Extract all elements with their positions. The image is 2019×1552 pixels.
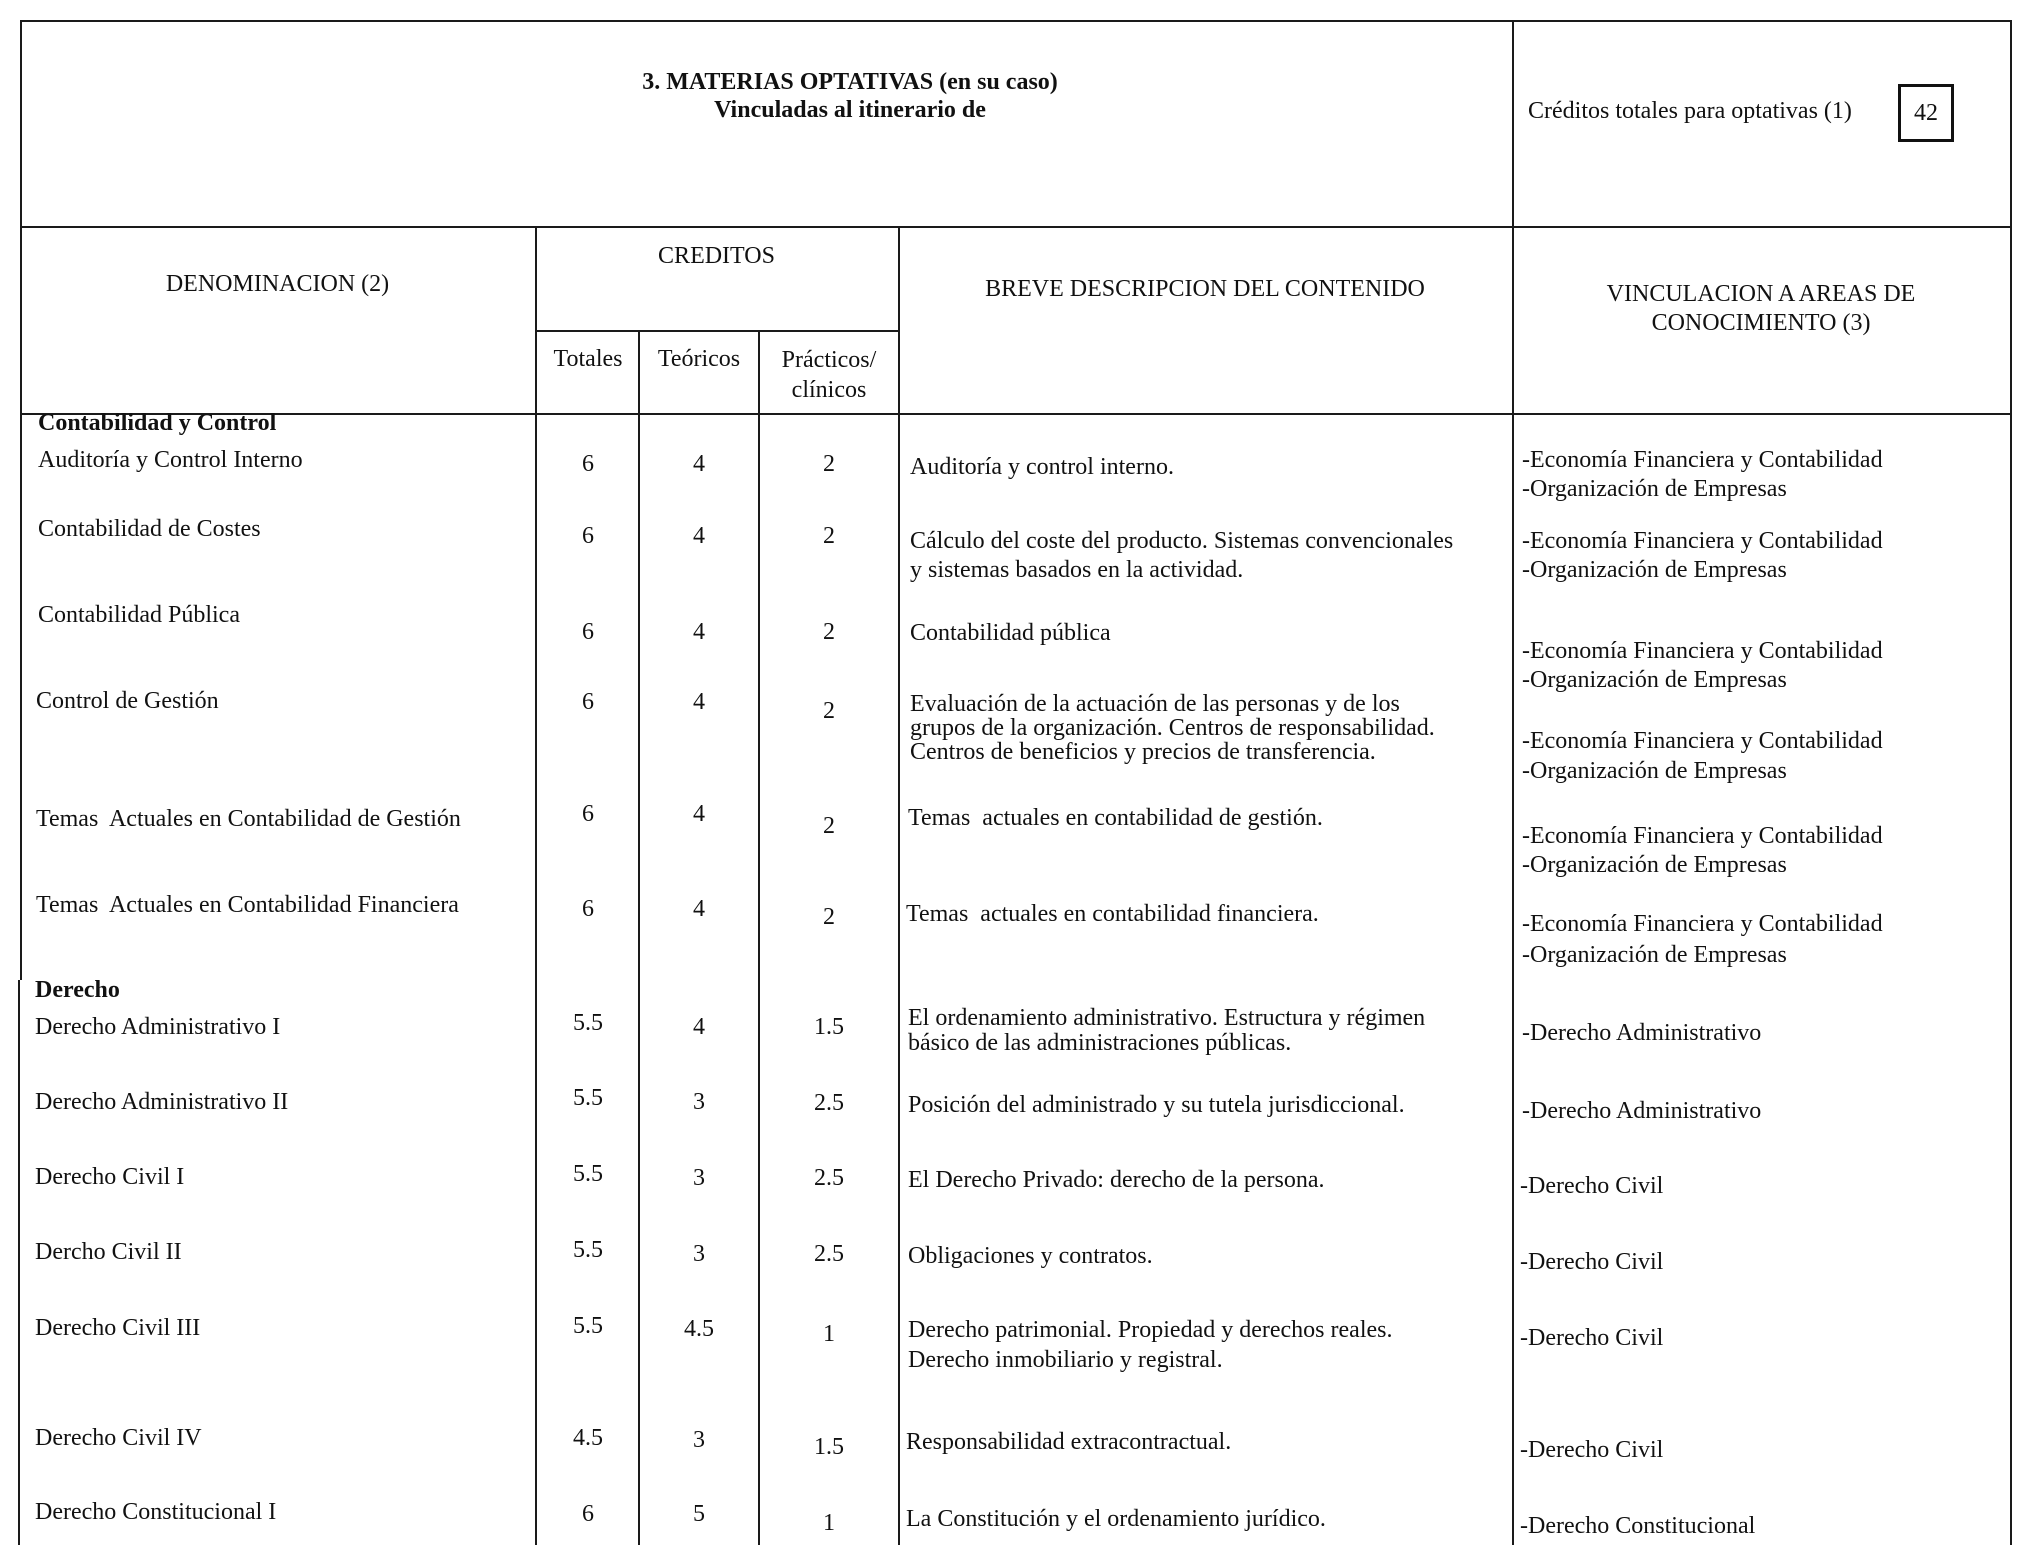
row-area: -Economía Financiera y Contabilidad bbox=[1522, 728, 1883, 754]
row-area: -Derecho Administrativo bbox=[1522, 1020, 1762, 1046]
row-name: Dercho Civil II bbox=[35, 1239, 182, 1265]
row-description: básico de las administraciones públicas. bbox=[908, 1030, 1292, 1056]
row-totales: 6 bbox=[582, 523, 594, 549]
row-practicos: 2.5 bbox=[814, 1241, 844, 1267]
row-totales: 6 bbox=[582, 451, 594, 477]
row-totales: 5.5 bbox=[573, 1085, 603, 1111]
col-header-descripcion: BREVE DESCRIPCION DEL CONTENIDO bbox=[985, 276, 1425, 302]
row-description: Evaluación de la actuación de las personas y de los bbox=[910, 691, 1400, 717]
col-divider-practicos bbox=[898, 226, 900, 1545]
row-teoricos: 4 bbox=[693, 689, 705, 715]
row-totales: 5.5 bbox=[573, 1161, 603, 1187]
row-teoricos: 3 bbox=[693, 1165, 705, 1191]
row-area: -Organización de Empresas bbox=[1522, 667, 1787, 693]
row-name: Derecho Civil I bbox=[35, 1164, 185, 1190]
row-description: Derecho inmobiliario y registral. bbox=[908, 1347, 1223, 1373]
row-area: -Derecho Administrativo bbox=[1522, 1098, 1762, 1124]
total-credits-label: Créditos totales para optativas (1) bbox=[1528, 98, 1852, 124]
column-header-bottom bbox=[20, 413, 2012, 415]
row-name: Auditoría y Control Interno bbox=[38, 447, 303, 473]
row-name: Contabilidad de Costes bbox=[38, 516, 261, 542]
row-teoricos: 3 bbox=[693, 1427, 705, 1453]
row-totales: 6 bbox=[582, 619, 594, 645]
row-description: y sistemas basados en la actividad. bbox=[910, 557, 1244, 583]
row-description: grupos de la organización. Centros de responsabilidad. bbox=[910, 715, 1435, 741]
row-area: -Organización de Empresas bbox=[1522, 758, 1787, 784]
row-totales: 5.5 bbox=[573, 1010, 603, 1036]
row-description: La Constitución y el ordenamiento jurídico. bbox=[906, 1506, 1326, 1532]
table-top-border bbox=[20, 20, 2012, 22]
row-area: -Organización de Empresas bbox=[1522, 942, 1787, 968]
row-description: El Derecho Privado: derecho de la persona. bbox=[908, 1167, 1325, 1193]
row-teoricos: 4 bbox=[693, 619, 705, 645]
row-teoricos: 5 bbox=[693, 1501, 705, 1527]
row-name: Temas Actuales en Contabilidad Financiera bbox=[36, 892, 459, 918]
row-practicos: 1 bbox=[823, 1321, 835, 1347]
col-divider-teoricos bbox=[758, 330, 760, 1545]
header-divider bbox=[20, 226, 2012, 228]
row-practicos: 2.5 bbox=[814, 1090, 844, 1116]
row-totales: 6 bbox=[582, 801, 594, 827]
col-header-vinculacion-line1: VINCULACION A AREAS DE bbox=[1606, 281, 1916, 307]
row-description: Temas actuales en contabilidad financiera. bbox=[906, 901, 1319, 927]
row-practicos: 1.5 bbox=[814, 1434, 844, 1460]
row-totales: 6 bbox=[582, 1501, 594, 1527]
row-description: Derecho patrimonial. Propiedad y derechos reales. bbox=[908, 1317, 1393, 1343]
row-area: -Economía Financiera y Contabilidad bbox=[1522, 528, 1883, 554]
row-practicos: 1.5 bbox=[814, 1014, 844, 1040]
row-teoricos: 3 bbox=[693, 1241, 705, 1267]
header-right-divider bbox=[1512, 20, 1514, 226]
row-description: Responsabilidad extracontractual. bbox=[906, 1429, 1232, 1455]
col-divider-descripcion bbox=[1512, 226, 1514, 1545]
row-practicos: 2 bbox=[823, 451, 835, 477]
row-totales: 5.5 bbox=[573, 1313, 603, 1339]
row-area: -Derecho Civil bbox=[1520, 1325, 1664, 1351]
document-title: 3. MATERIAS OPTATIVAS (en su caso) bbox=[642, 69, 1058, 95]
col-header-creditos: CREDITOS bbox=[658, 243, 775, 269]
row-practicos: 2 bbox=[823, 904, 835, 930]
row-area: -Organización de Empresas bbox=[1522, 557, 1787, 583]
table-left-border-lower bbox=[18, 980, 20, 1545]
row-name: Derecho Civil III bbox=[35, 1315, 201, 1341]
col-header-teoricos: Teóricos bbox=[657, 346, 741, 372]
row-practicos: 1 bbox=[823, 1510, 835, 1536]
row-name: Derecho Administrativo I bbox=[35, 1014, 281, 1040]
row-description: Obligaciones y contratos. bbox=[908, 1243, 1153, 1269]
col-header-practicos-line1: Prácticos/ bbox=[781, 347, 877, 373]
row-name: Derecho Administrativo II bbox=[35, 1089, 289, 1115]
row-name: Temas Actuales en Contabilidad de Gestión bbox=[36, 806, 461, 832]
row-teoricos: 4 bbox=[693, 801, 705, 827]
row-practicos: 2 bbox=[823, 619, 835, 645]
row-area: -Derecho Civil bbox=[1520, 1249, 1664, 1275]
row-totales: 4.5 bbox=[573, 1425, 603, 1451]
row-practicos: 2 bbox=[823, 523, 835, 549]
col-divider-totales bbox=[638, 330, 640, 1545]
total-credits-value: 42 bbox=[1898, 84, 1954, 142]
row-teoricos: 4.5 bbox=[684, 1316, 714, 1342]
row-name: Derecho Civil IV bbox=[35, 1425, 202, 1451]
row-description: Cálculo del coste del producto. Sistemas convencionales bbox=[910, 528, 1454, 554]
row-description: Contabilidad pública bbox=[910, 620, 1111, 646]
row-description: El ordenamiento administrativo. Estructura y régimen bbox=[908, 1005, 1426, 1031]
col-header-denominacion: DENOMINACION (2) bbox=[165, 271, 390, 297]
row-area: -Economía Financiera y Contabilidad bbox=[1522, 447, 1883, 473]
row-description: Temas actuales en contabilidad de gestión. bbox=[908, 805, 1323, 831]
row-area: -Derecho Civil bbox=[1520, 1173, 1664, 1199]
group-heading: Contabilidad y Control bbox=[38, 410, 277, 436]
row-practicos: 2.5 bbox=[814, 1165, 844, 1191]
row-teoricos: 3 bbox=[693, 1089, 705, 1115]
col-divider-denominacion bbox=[535, 226, 537, 1545]
row-totales: 5.5 bbox=[573, 1237, 603, 1263]
row-area: -Organización de Empresas bbox=[1522, 476, 1787, 502]
row-name: Contabilidad Pública bbox=[38, 602, 240, 628]
row-area: -Organización de Empresas bbox=[1522, 852, 1787, 878]
row-teoricos: 4 bbox=[693, 896, 705, 922]
document-subtitle: Vinculadas al itinerario de bbox=[714, 97, 986, 123]
row-practicos: 2 bbox=[823, 698, 835, 724]
col-header-vinculacion-line2: CONOCIMIENTO (3) bbox=[1651, 310, 1871, 336]
row-name: Control de Gestión bbox=[36, 688, 219, 714]
group-heading: Derecho bbox=[35, 977, 120, 1003]
row-name: Derecho Constitucional I bbox=[35, 1499, 277, 1525]
col-header-practicos-line2: clínicos bbox=[791, 377, 867, 403]
table-left-border bbox=[20, 20, 22, 980]
creditos-divider bbox=[535, 330, 898, 332]
row-totales: 6 bbox=[582, 689, 594, 715]
row-description: Centros de beneficios y precios de transferencia. bbox=[910, 739, 1376, 765]
row-totales: 6 bbox=[582, 896, 594, 922]
row-area: -Derecho Civil bbox=[1520, 1437, 1664, 1463]
row-area: -Economía Financiera y Contabilidad bbox=[1522, 823, 1883, 849]
row-area: -Economía Financiera y Contabilidad bbox=[1522, 911, 1883, 937]
row-practicos: 2 bbox=[823, 813, 835, 839]
row-area: -Economía Financiera y Contabilidad bbox=[1522, 638, 1883, 664]
row-description: Auditoría y control interno. bbox=[910, 454, 1174, 480]
col-header-totales: Totales bbox=[553, 346, 623, 372]
row-teoricos: 4 bbox=[693, 523, 705, 549]
row-teoricos: 4 bbox=[693, 1014, 705, 1040]
row-area: -Derecho Constitucional bbox=[1520, 1513, 1756, 1539]
row-description: Posición del administrado y su tutela jurisdiccional. bbox=[908, 1092, 1405, 1118]
row-teoricos: 4 bbox=[693, 451, 705, 477]
table-right-border bbox=[2010, 20, 2012, 1545]
